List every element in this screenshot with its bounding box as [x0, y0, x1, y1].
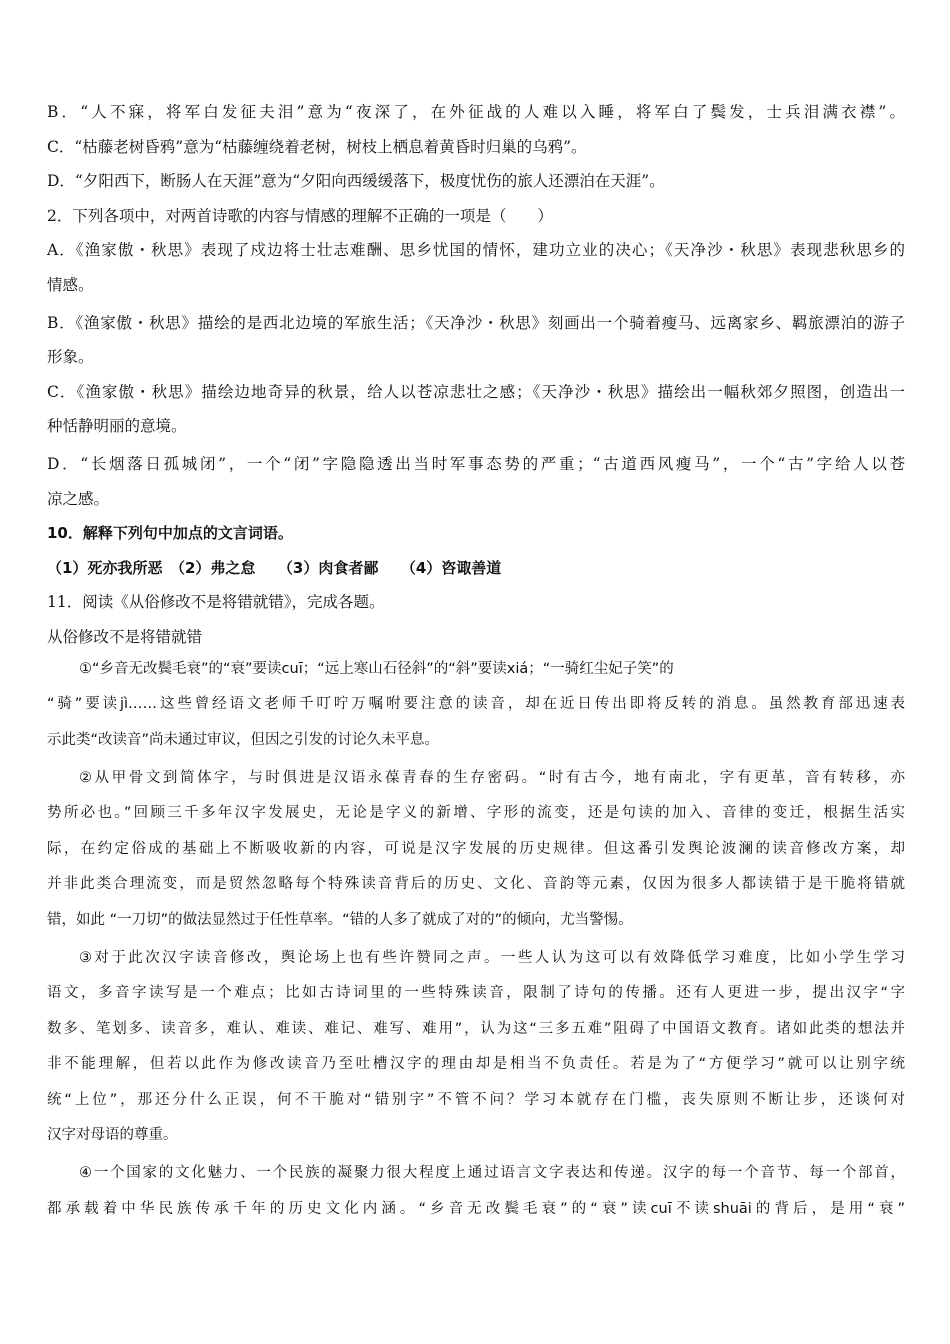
q2-option-b: B．《渔家傲・秋思》描绘的是西北边境的军旅生活；《天净沙・秋思》刻画出一个骑着瘦马、远离家乡、羁旅漂泊的游子 — [47, 313, 905, 332]
question-10-items: （1）死亦我所恶 （2）弗之怠 （3）肉食者鄙 （4）咨诹善道 — [47, 558, 502, 577]
article-p4-line: 都承载着中华民族传承千年的历史文化内涵。“乡音无改鬓毛衰”的“衰”读cuī不读shuāi的背后，是用“衰” — [47, 1200, 905, 1217]
article-p3-line: 语文，多音字读写是一个难点；比如古诗词里的一些特殊读音，限制了诗句的传播。还有人更进一步，提出汉字“字 — [47, 985, 905, 1001]
article-p1-line: ①“乡音无改鬓毛衰”的“衰”要读cuī；“远上寒山石径斜”的“斜”要读xiá；“一骑红尘妃子笑”的 — [79, 660, 674, 677]
article-p3-line: ③对于此次汉字读音修改，舆论场上也有些许赞同之声。一些人认为这可以有效降低学习难度，比如小学生学习 — [79, 949, 905, 966]
article-title: 从俗修改不是将错就错 — [47, 627, 203, 646]
article-p3-line: 统“上位”，那还分什么正误，何不干脆对“错别字”不管不问？学习本就存在门槛，丧失原则不断让步，还谈何对 — [47, 1091, 905, 1108]
article-p2-line: 并非此类合理流变，而是贸然忽略每个特殊读音背后的历史、文化、音韵等元素，仅因为很多人都读错于是干脆将错就 — [47, 876, 905, 892]
option-b-line: B．“人不寐，将军白发征夫泪”意为“夜深了，在外征战的人难以入睡，将军白了鬓发，士兵泪满衣襟”。 — [47, 103, 905, 121]
question-11: 11．阅读《从俗修改不是将错就错》，完成各题。 — [47, 593, 385, 611]
q2-option-d: D．“长烟落日孤城闭”，一个“闭”字隐隐透出当时军事态势的严重；“古道西风瘦马”，一个“古”字给人以苍 — [47, 455, 905, 473]
question-2: 2．下列各项中，对两首诗歌的内容与情感的理解不正确的一项是（ ） — [47, 206, 553, 225]
question-10: 10．解释下列句中加点的文言词语。 — [47, 524, 293, 542]
article-p3-line: 非不能理解，但若以此作为修改读音乃至吐槽汉字的理由却是相当不负责任。若是为了“方便学习”就可以让别字统 — [47, 1056, 905, 1072]
q2-option-b-cont: 形象。 — [47, 348, 94, 366]
article-p2-line: 际，在约定俗成的基础上不断吸收新的内容，可说是汉字发展的历史规律。但这番引发舆论波澜的读音修改方案，却 — [47, 840, 905, 857]
article-p1-line: “骑”要读jì……这些曾经语文老师千叮咛万嘱咐要注意的读音，却在近日传出即将反转的消息。虽然教育部迅速表 — [47, 696, 905, 712]
option-c-line: C．“枯藤老树昏鸦”意为“枯藤缠绕着老树，树枝上栖息着黄昏时归巢的乌鸦”。 — [47, 137, 587, 156]
article-p2-line: ②从甲骨文到简体字，与时俱进是汉语永葆青春的生存密码。“时有古今，地有南北，字有更革，音有转移，亦 — [79, 769, 905, 786]
article-p2-line: 势所必也。”回顾三千多年汉字发展史，无论是字义的新增、字形的流变，还是句读的加入、音律的变迁，根据生活实 — [47, 805, 905, 821]
q2-option-a: A．《渔家傲・秋思》表现了戍边将士壮志难酬、思乡忧国的情怀，建功立业的决心；《天净沙・秋思》表现悲秋思乡的 — [47, 241, 905, 259]
article-p2-line: 错，如此 “一刀切”的做法显然过于任性草率。“错的人多了就成了对的”的倾向，尤当警惕。 — [47, 911, 633, 928]
q2-option-a-cont: 情感。 — [47, 275, 94, 294]
document-page — [47, 98, 905, 1230]
article-p1-line: 示此类“改读音”尚未通过审议，但因之引发的讨论久未平息。 — [47, 731, 440, 748]
article-p3-line: 汉字对母语的尊重。 — [47, 1127, 178, 1143]
q2-option-c: C．《渔家傲・秋思》描绘边地奇异的秋景，给人以苍凉悲壮之感；《天净沙・秋思》描绘出一幅秋郊夕照图，创造出一 — [47, 382, 905, 401]
article-p3-line: 数多、笔划多、读音多，难认、难读、难记、难写、难用”，认为这“三多五难”阻碍了中国语文教育。诸如此类的想法并 — [47, 1020, 905, 1037]
article-p4-line: ④一个国家的文化魅力、一个民族的凝聚力很大程度上通过语言文字表达和传递。汉字的每一个音节、每一个部首， — [79, 1165, 905, 1181]
q2-option-c-cont: 种恬静明丽的意境。 — [47, 417, 187, 435]
q2-option-d-cont: 凉之感。 — [47, 489, 110, 508]
option-d-line: D．“夕阳西下，断肠人在天涯”意为“夕阳向西缓缓落下，极度忧伤的旅人还漂泊在天涯”。 — [47, 172, 665, 190]
